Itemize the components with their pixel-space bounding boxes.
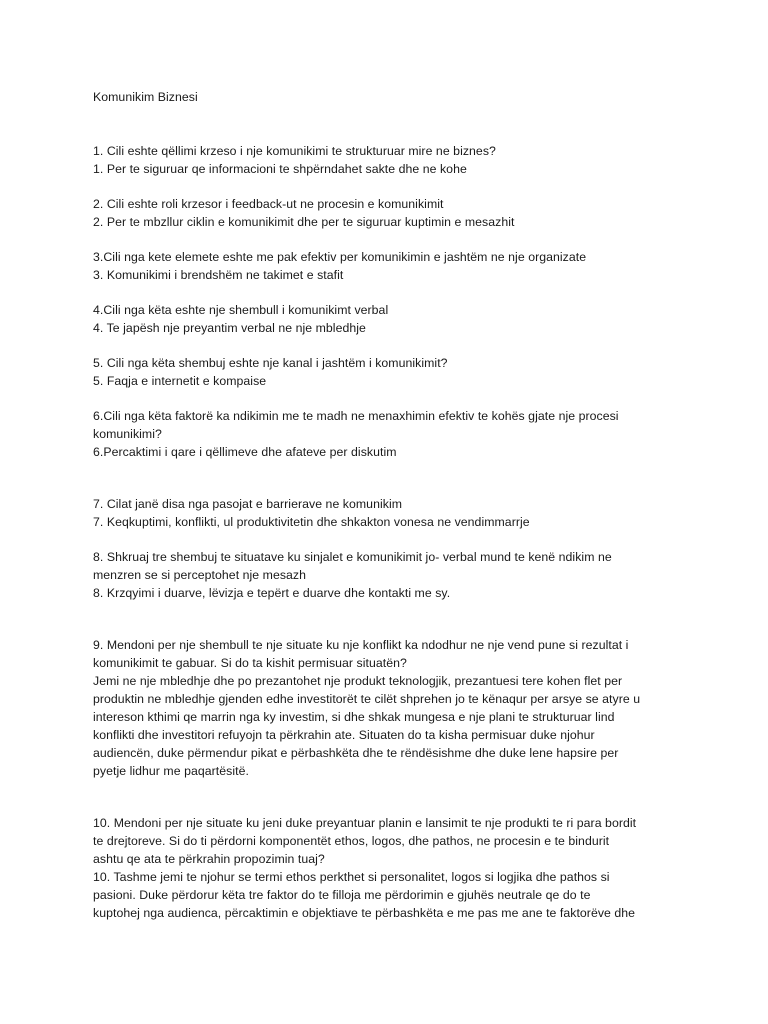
question-9-line-1: 9. Mendoni per nje shembull te nje situate ku nje konflikt ka ndodhur ne nje vend pune si rezultat i xyxy=(93,638,629,652)
answer-9-line-4: konflikti dhe investitori refuyojn ta përkrahin ate. Situaten do ta kisha permisuar duke njohur xyxy=(93,728,595,742)
question-8-line-2: menzren se si perceptohet nje mesazh xyxy=(93,568,307,582)
question-3: 3.Cili nga kete elemete eshte me pak efektiv per komunikimin e jashtëm ne nje organizate xyxy=(93,250,587,264)
answer-10-line-2: pasioni. Duke përdorur këta tre faktor do te filloja me përdorimin e gjuhës neutrale qe do te xyxy=(93,888,591,902)
question-2: 2. Cili eshte roli krzesor i feedback-ut ne procesin e komunikimit xyxy=(93,197,444,211)
answer-9-line-3: intereson kthimi qe marrin nga ky investim, si dhe shkak mungesa e nje plani te strukturuar lind xyxy=(93,710,615,724)
answer-3: 3. Komunikimi i brendshëm ne takimet e stafit xyxy=(93,268,344,282)
question-7: 7. Cilat janë disa nga pasojat e barrierave ne komunikim xyxy=(93,497,403,511)
answer-8: 8. Krzqyimi i duarve, lëvizja e tepërt e duarve dhe kontakti me sy. xyxy=(93,586,451,600)
answer-5: 5. Faqja e internetit e kompaise xyxy=(93,374,267,388)
answer-7: 7. Keqkuptimi, konflikti, ul produktivitetin dhe shkakton vonesa ne vendimmarrje xyxy=(93,515,530,529)
answer-6: 6.Percaktimi i qare i qëllimeve dhe afateve per diskutim xyxy=(93,445,397,459)
question-5: 5. Cili nga këta shembuj eshte nje kanal i jashtëm i komunikimit? xyxy=(93,356,448,370)
answer-2: 2. Per te mbzllur ciklin e komunikimit dhe per te siguruar kuptimin e mesazhit xyxy=(93,215,515,229)
question-10-line-1: 10. Mendoni per nje situate ku jeni duke preyantuar planin e lansimit te nje produkti te ri para bordit xyxy=(93,816,637,830)
answer-9-line-2: produktin ne mbledhje gjenden edhe investitorët te cilët shprehen jo te kënaqur per arsye se atyre u xyxy=(93,692,641,706)
answer-1: 1. Per te siguruar qe informacioni te shpërndahet sakte dhe ne kohe xyxy=(93,162,467,176)
question-8-line-1: 8. Shkruaj tre shembuj te situatave ku sinjalet e komunikimit jo- verbal mund te kenë ndikim ne xyxy=(93,550,612,564)
answer-9-line-6: pyetje lidhur me paqartësitë. xyxy=(93,764,249,778)
document-title: Komunikim Biznesi xyxy=(93,90,198,104)
answer-9-line-5: audiencën, duke përmendur pikat e përbashkëta dhe te rëndësishme dhe duke lene hapsire per xyxy=(93,746,619,760)
question-10-line-2: te drejtoreve. Si do ti përdorni komponentët ethos, logos, dhe pathos, ne procesin e te bindurit xyxy=(93,834,610,848)
question-4: 4.Cili nga këta eshte nje shembull i komunikimt verbal xyxy=(93,303,389,317)
question-6-line-2: komunikimi? xyxy=(93,427,162,441)
question-6-line-1: 6.Cili nga këta faktorë ka ndikimin me te madh ne menaxhimin efektiv te kohës gjate nje procesi xyxy=(93,409,619,423)
answer-10-line-3: kuptohej nga audienca, përcaktimin e objektiave te përbashkëta e me pas me ane te faktorëve dhe xyxy=(93,906,636,920)
question-10-line-3: ashtu qe ata te përkrahin propozimin tuaj? xyxy=(93,852,325,866)
answer-4: 4. Te japësh nje preyantim verbal ne nje mbledhje xyxy=(93,321,366,335)
answer-9-line-1: Jemi ne nje mbledhje dhe po prezantohet nje produkt teknologjik, prezantuesi tere kohen flet per xyxy=(93,674,623,688)
question-1: 1. Cili eshte qëllimi krzeso i nje komunikimi te strukturuar mire ne biznes? xyxy=(93,144,496,158)
question-9-line-2: komunikimit te gabuar. Si do ta kishit permisuar situatën? xyxy=(93,656,407,670)
answer-10-line-1: 10. Tashme jemi te njohur se termi ethos perkthet si personalitet, logos si logjika dhe pathos si xyxy=(93,870,610,884)
